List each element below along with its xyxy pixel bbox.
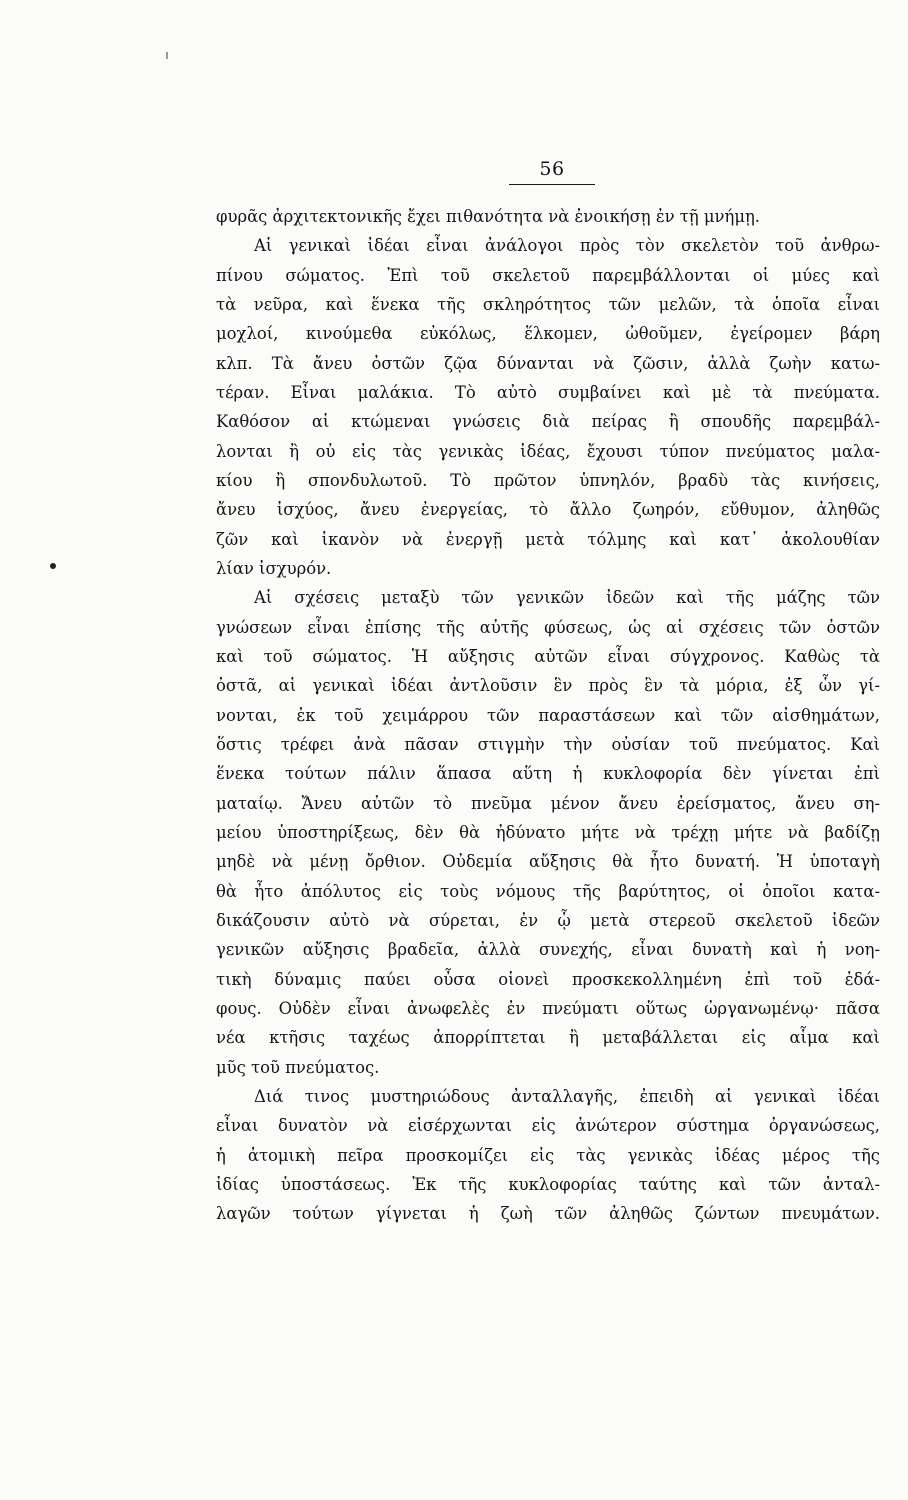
text-line: λαγῶν τούτων γίγνεται ἡ ζωὴ τῶν ἀληθῶς ζώντων πνευμάτων. (216, 1204, 880, 1224)
text-line: τικὴ δύναμις παύει οὖσα οἱονεὶ προσκεκολλημένη ἐπὶ τοῦ ἐδά- (216, 969, 880, 989)
text-line: Καθόσον αἱ κτώμεναι γνώσεις διὰ πείρας ἢ σπουδῆς παρεμβάλ- (216, 412, 880, 432)
text-line: νέα κτῆσις ταχέως ἀπορρίπτεται ἢ μεταβάλλεται εἰς αἷμα καὶ (216, 1028, 880, 1048)
scan-mark (166, 52, 168, 59)
text-line: μοχλοί, κινούμεθα εὐκόλως, ἕλκομεν, ὠθοῦμεν, ἐγείρομεν βάρη (216, 324, 880, 344)
text-line: καὶ τοῦ σώματος. Ἡ αὔξησις αὐτῶν εἶναι σύγχρονος. Καθὼς τὰ (216, 646, 880, 666)
text-line: λίαν ἰσχυρόν. (216, 558, 332, 578)
text-line: φυρᾶς ἀρχιτεκτονικῆς ἔχει πιθανότητα νὰ ἐνοικήσῃ ἐν τῇ μνήμῃ. (216, 207, 761, 226)
text-line: εἶναι δυνατὸν νὰ εἰσέρχωνται εἰς ἀνώτερον σύστημα ὀργανώσεως, (216, 1116, 880, 1136)
text-line: πίνου σώματος. Ἐπὶ τοῦ σκελετοῦ παρεμβάλλονται οἱ μύες καὶ (216, 265, 880, 285)
text-line: δικάζουσιν αὐτὸ νὰ σύρεται, ἐν ᾧ μετὰ στερεοῦ σκελετοῦ ἰδεῶν (216, 910, 880, 930)
text-line: μῦς τοῦ πνεύματος. (216, 1057, 380, 1077)
text-line: ἄνευ ἰσχύος, ἄνευ ἐνεργείας, τὸ ἄλλο ζωηρόν, εὔθυμον, ἀληθῶς (216, 500, 880, 520)
text-line: μηδὲ νὰ μένῃ ὄρθιον. Οὐδεμία αὔξησις θὰ ἦτο δυνατή. Ἡ ὑποταγὴ (216, 852, 880, 872)
text-line: κίου ἢ σπονδυλωτοῦ. Τὸ πρῶτον ὑπνηλόν, βραδὺ τὰς κινήσεις, (216, 470, 880, 490)
text-line: ζῶν καὶ ἱκανὸν νὰ ἐνεργῇ μετὰ τόλμης καὶ κατ᾽ ἀκολουθίαν (216, 529, 880, 549)
text-line: νονται, ἐκ τοῦ χειμάρρου τῶν παραστάσεων καὶ τῶν αἰσθημάτων, (216, 705, 880, 725)
text-line: ὀστᾶ, αἱ γενικαὶ ἰδέαι ἀντλοῦσιν ἓν πρὸς ἓν τὰ μόρια, ἐξ ὧν γί- (216, 676, 880, 696)
text-line: ματαίῳ. Ἄνευ αὐτῶν τὸ πνεῦμα μένον ἄνευ ἐρείσματος, ἄνευ ση- (216, 793, 880, 813)
body-text (216, 202, 880, 1228)
text-line: λονται ἢ οὐ εἰς τὰς γενικὰς ἰδέας, ἔχουσι τύπον πνεύματος μαλα- (216, 441, 880, 461)
text-line: ἡ ἀτομικὴ πεῖρα προσκομίζει εἰς τὰς γενικὰς ἰδέας μέρος τῆς (216, 1145, 880, 1165)
text-line: ὅστις τρέφει ἀνὰ πᾶσαν στιγμὴν τὴν οὐσίαν τοῦ πνεύματος. Καὶ (216, 734, 880, 754)
text-line: κλπ. Τὰ ἄνευ ὀστῶν ζῷα δύνανται νὰ ζῶσιν, ἀλλὰ ζωὴν κατω- (216, 353, 880, 373)
text-line: γνώσεων εἶναι ἐπίσης τῆς αὐτῆς φύσεως, ὡς αἱ σχέσεις τῶν ὀστῶν (216, 617, 880, 637)
text-line: γενικῶν αὔξησις βραδεῖα, ἀλλὰ συνεχής, εἶναι δυνατὴ καὶ ἡ νοη- (216, 940, 880, 960)
margin-dot (50, 563, 56, 569)
text-line: ἰδίας ὑποστάσεως. Ἐκ τῆς κυκλοφορίας ταύτης καὶ τῶν ἀνταλ- (216, 1174, 880, 1194)
page-number: 56 (539, 158, 565, 180)
text-line: Αἱ γενικαὶ ἰδέαι εἶναι ἀνάλογοι πρὸς τὸν σκελετὸν τοῦ ἀνθρω- (254, 236, 880, 256)
page-number-rule (509, 184, 595, 185)
text-line: Διά τινος μυστηριώδους ἀνταλλαγῆς, ἐπειδὴ αἱ γενικαὶ ἰδέαι (254, 1086, 880, 1106)
text-line: μείου ὑποστηρίξεως, δὲν θὰ ἠδύνατο μήτε νὰ τρέχῃ μήτε νὰ βαδίζῃ (216, 822, 880, 842)
text-line: φους. Οὐδὲν εἶναι ἀνωφελὲς ἐν πνεύματι οὕτως ὠργανωμένῳ· πᾶσα (216, 998, 880, 1018)
text-line: ἕνεκα τούτων πάλιν ἅπασα αὕτη ἡ κυκλοφορία δὲν γίνεται ἐπὶ (216, 764, 880, 784)
text-line: Αἱ σχέσεις μεταξὺ τῶν γενικῶν ἰδεῶν καὶ τῆς μάζης τῶν (254, 588, 880, 608)
text-line: τὰ νεῦρα, καὶ ἕνεκα τῆς σκληρότητος τῶν μελῶν, τὰ ὁποῖα εἶναι (216, 294, 880, 314)
text-line: τέραν. Εἶναι μαλάκια. Τὸ αὐτὸ συμβαίνει καὶ μὲ τὰ πνεύματα. (216, 382, 880, 402)
text-line: θὰ ἦτο ἀπόλυτος εἰς τοὺς νόμους τῆς βαρύτητος, οἱ ὁποῖοι κατα- (216, 881, 880, 901)
